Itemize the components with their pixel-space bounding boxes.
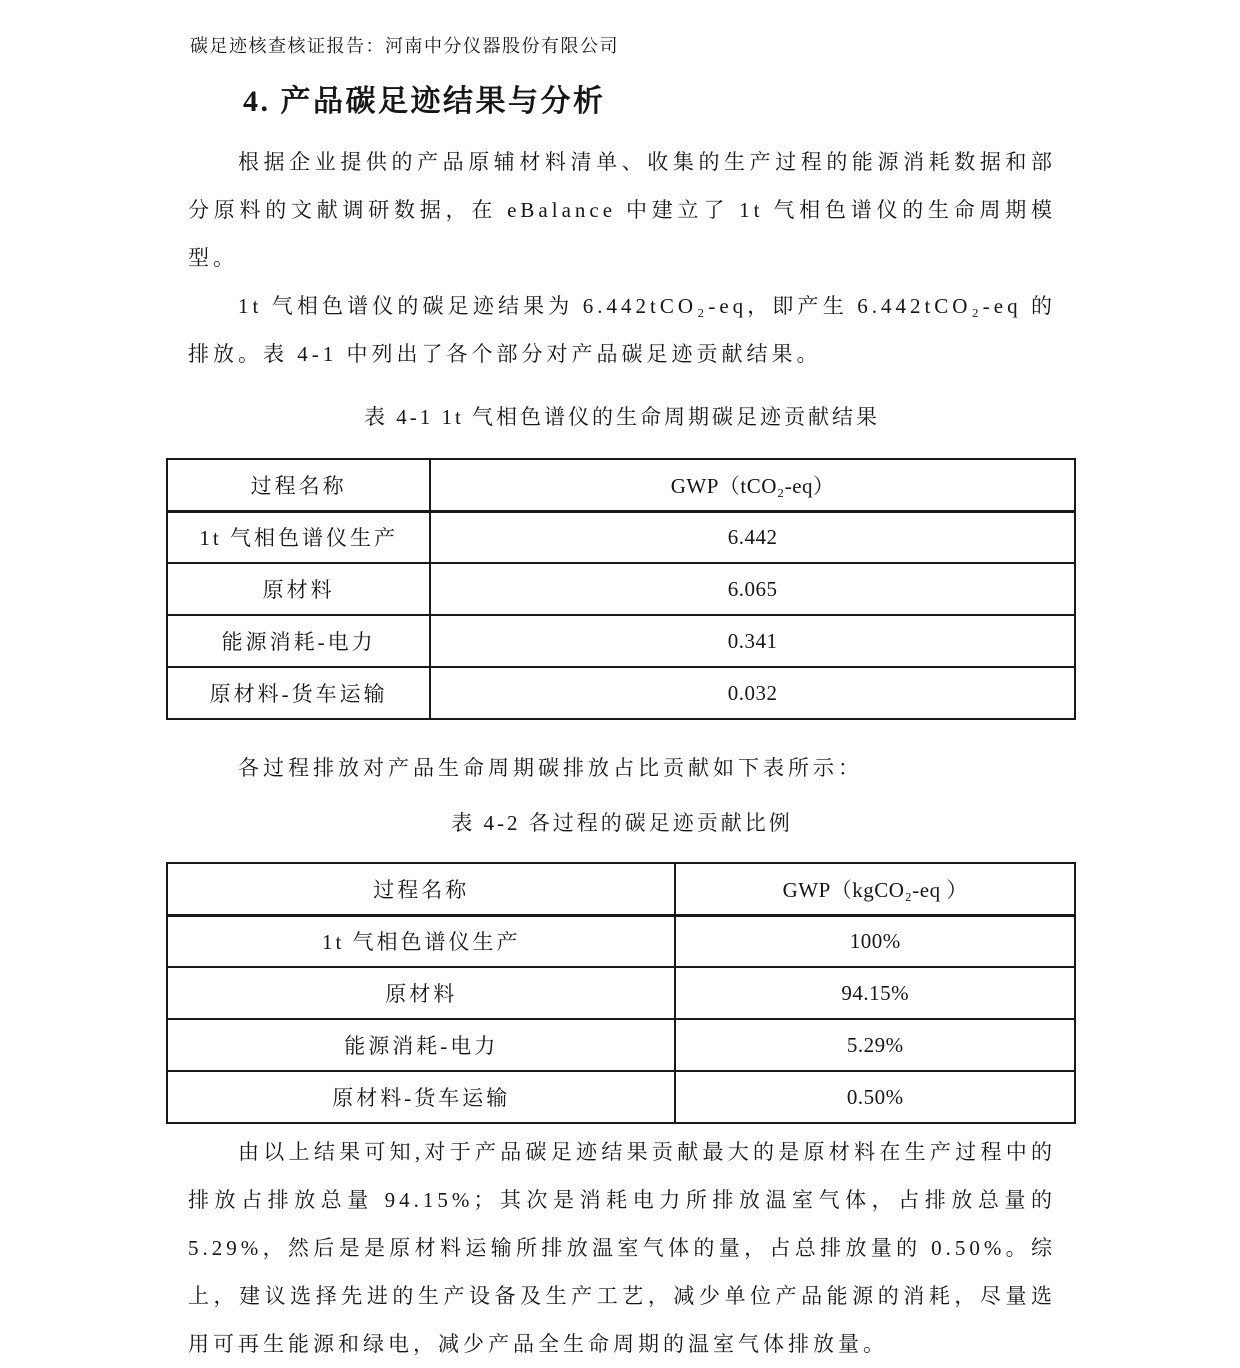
gwp-value-cell: 0.341: [430, 615, 1075, 667]
document-body: [188, 138, 1056, 1368]
paragraph-ratio-intro: 各过程排放对产品生命周期碳排放占比贡献如下表所示：: [238, 756, 863, 780]
process-name-cell: 能源消耗-电力: [167, 615, 430, 667]
gwp-value-cell: 6.065: [430, 563, 1075, 615]
table-4-1: [166, 458, 1076, 720]
process-name-cell: 1t 气相色谱仪生产: [167, 511, 430, 563]
process-name-cell: 原材料-货车运输: [167, 667, 430, 719]
running-header: 碳足迹核查核证报告：河南中分仪器股份有限公司: [190, 36, 619, 56]
section-heading: 4. 产品碳足迹结果与分析: [243, 85, 606, 118]
gwp-percent-cell: 94.15%: [675, 967, 1075, 1019]
table-4-1-header-process: 过程名称: [167, 459, 430, 511]
gwp-percent-cell: 100%: [675, 915, 1075, 967]
table-row: [167, 667, 1075, 719]
table-row: [167, 511, 1075, 563]
gwp-value-cell: 0.032: [430, 667, 1075, 719]
table-row: [167, 967, 1075, 1019]
paragraph-model-intro: 根据企业提供的产品原辅材料清单、收集的生产过程的能源消耗数据和部分原料的文献调研数据，在 eBalance 中建立了 1t 气相色谱仪的生命周期模型。: [188, 150, 1056, 270]
process-name-cell: 原材料-货车运输: [167, 1071, 675, 1123]
table-4-2-header-row: [167, 863, 1075, 915]
gwp-value-cell: 6.442: [430, 511, 1075, 563]
table-4-2-header-process: 过程名称: [167, 863, 675, 915]
table-4-2: [166, 862, 1076, 1124]
table-4-2-header-gwp: GWP（kgCO₂-eq ）: [675, 863, 1075, 915]
process-name-cell: 原材料: [167, 563, 430, 615]
table-4-2-caption: 表 4-2 各过程的碳足迹贡献比例: [451, 811, 793, 835]
table-row: [167, 563, 1075, 615]
gwp-percent-cell: 5.29%: [675, 1019, 1075, 1071]
process-name-cell: 1t 气相色谱仪生产: [167, 915, 675, 967]
gwp-percent-cell: 0.50%: [675, 1071, 1075, 1123]
table-row: [167, 615, 1075, 667]
table-row: [167, 1071, 1075, 1123]
table-4-1-header-gwp: GWP（tCO₂-eq）: [430, 459, 1075, 511]
table-row: [167, 1019, 1075, 1071]
table-4-1-header-row: [167, 459, 1075, 511]
paragraph-conclusion: 由以上结果可知,对于产品碳足迹结果贡献最大的是原材料在生产过程中的排放占排放总量 94.15%；其次是消耗电力所排放温室气体，占排放总量的 5.29%，然后是是原材料运输所排放温室气体的量，占总排放量的 0.50%。综上，建议选择先进的生产设备及生产工艺，减少单位产品能源的消耗，尽量选用可再生能源和绿电，减少产品全生命周期的温室气体排放量。: [188, 1140, 1056, 1356]
table-row: [167, 915, 1075, 967]
process-name-cell: 原材料: [167, 967, 675, 1019]
paragraph-footprint-result: 1t 气相色谱仪的碳足迹结果为 6.442tCO₂-eq，即产生 6.442tCO₂-eq 的排放。表 4-1 中列出了各个部分对产品碳足迹贡献结果。: [188, 294, 1056, 366]
table-4-1-caption: 表 4-1 1t 气相色谱仪的生命周期碳足迹贡献结果: [363, 405, 881, 429]
process-name-cell: 能源消耗-电力: [167, 1019, 675, 1071]
